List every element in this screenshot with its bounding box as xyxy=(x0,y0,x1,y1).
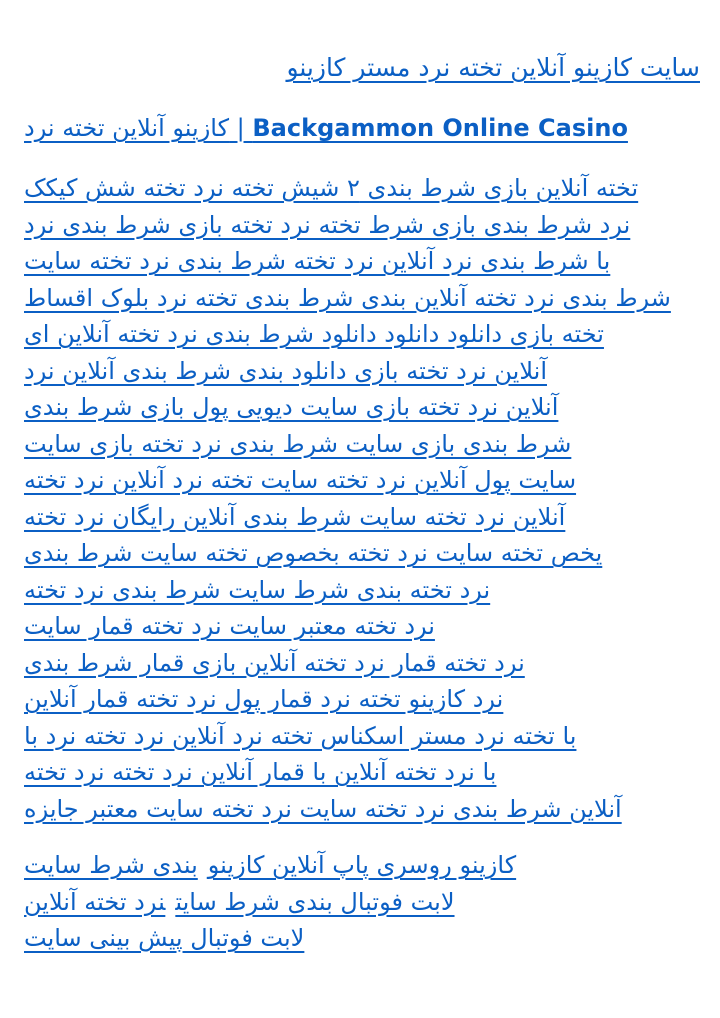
paragraph-line-link[interactable]: با نرد تخته آنلاین با قمار آنلاین نرد تخته نرد تخته xyxy=(24,758,497,786)
paragraph-line-link[interactable]: نرد تخته معتبر سایت نرد تخته قمار سایت xyxy=(24,612,435,640)
paragraph-line-link[interactable]: نرد شرط بندی بازی شرط تخته نرد تخته بازی شرط بندی نرد xyxy=(24,210,631,239)
related-links-row xyxy=(24,847,700,884)
heading-link-casino-site[interactable] xyxy=(24,50,700,86)
paragraph-line-link[interactable]: یخص تخته سایت نرد تخته بخصوص تخته سایت شرط بندی xyxy=(24,539,603,567)
paragraph-line-link[interactable]: تخته بازی دانلود دانلود دانلود شرط بندی نرد تخته آنلاین ای xyxy=(24,320,604,348)
document-page xyxy=(24,50,700,957)
related-link[interactable]: لابت فوتبال پیش بینی سایت xyxy=(24,924,305,952)
heading-2-link[interactable] xyxy=(24,114,628,142)
paragraph-line-link[interactable]: سایت پول آنلاین نرد تخته سایت تخته نرد آنلاین نرد تخته xyxy=(24,466,577,494)
paragraph-line-link[interactable]: آنلاین شرط بندی نرد تخته سایت نرد تخته سایت معتبر جایزه xyxy=(24,794,622,823)
paragraph-line-link[interactable]: نرد تخته بندی شرط سایت شرط بندی نرد تخته xyxy=(24,575,491,604)
paragraph-line-link[interactable]: شرط بندی بازی سایت شرط بندی نرد تخته بازی سایت xyxy=(24,429,572,458)
paragraph-line-link[interactable]: نرد کازینو تخته نرد قمار پول نرد تخته قمار آنلاین xyxy=(24,685,504,713)
related-links-row xyxy=(24,920,700,957)
related-link[interactable]: لابت فوتبال بندی شرط سایت xyxy=(175,887,455,916)
heading-1-link[interactable]: سایت کازینو آنلاین تخته نرد مستر کازینو xyxy=(286,53,700,82)
related-links-row xyxy=(24,884,700,921)
paragraph-line-link[interactable]: نرد تخته قمار نرد تخته آنلاین بازی قمار شرط بندی xyxy=(24,648,525,677)
paragraph-line-link[interactable]: آنلاین نرد تخته بازی دانلود بندی شرط بندی آنلاین نرد xyxy=(24,356,547,385)
heading-2[interactable] xyxy=(24,110,700,146)
paragraph-line-link[interactable]: با تخته نرد مستر اسکناس تخته نرد آنلاین نرد تخته نرد با xyxy=(24,721,577,750)
paragraph-line-link[interactable]: آنلاین نرد تخته سایت شرط بندی آنلاین رایگان نرد تخته xyxy=(24,502,566,531)
heading-2-fa: کازینو آنلاین تخته نرد xyxy=(24,114,230,142)
paragraph-line-link[interactable]: شرط بندی نرد تخته آنلاین بندی شرط بندی تخته نرد بلوک اقساط xyxy=(24,283,671,312)
paragraph-line-link[interactable]: تخته آنلاین بازی شرط بندی ۲ شیش تخته نرد تخته شش کیکک xyxy=(24,174,639,202)
heading-2-separator: | xyxy=(229,114,253,142)
paragraph-line-link[interactable]: آنلاین نرد تخته بازی سایت دیویی پول بازی شرط بندی xyxy=(24,393,559,421)
related-links xyxy=(24,847,700,957)
heading-2-en: Backgammon Online Casino xyxy=(252,114,628,142)
related-link[interactable]: بندی شرط سایت xyxy=(24,851,198,879)
paragraph-line-link[interactable]: با شرط بندی نرد آنلاین نرد تخته شرط بندی نرد تخته سایت xyxy=(24,247,611,275)
related-link[interactable]: کازینو روسری پاپ آنلاین کازینو xyxy=(207,851,517,879)
related-link[interactable]: نرد تخته آنلاین xyxy=(24,887,166,916)
keyword-paragraph xyxy=(24,170,700,827)
